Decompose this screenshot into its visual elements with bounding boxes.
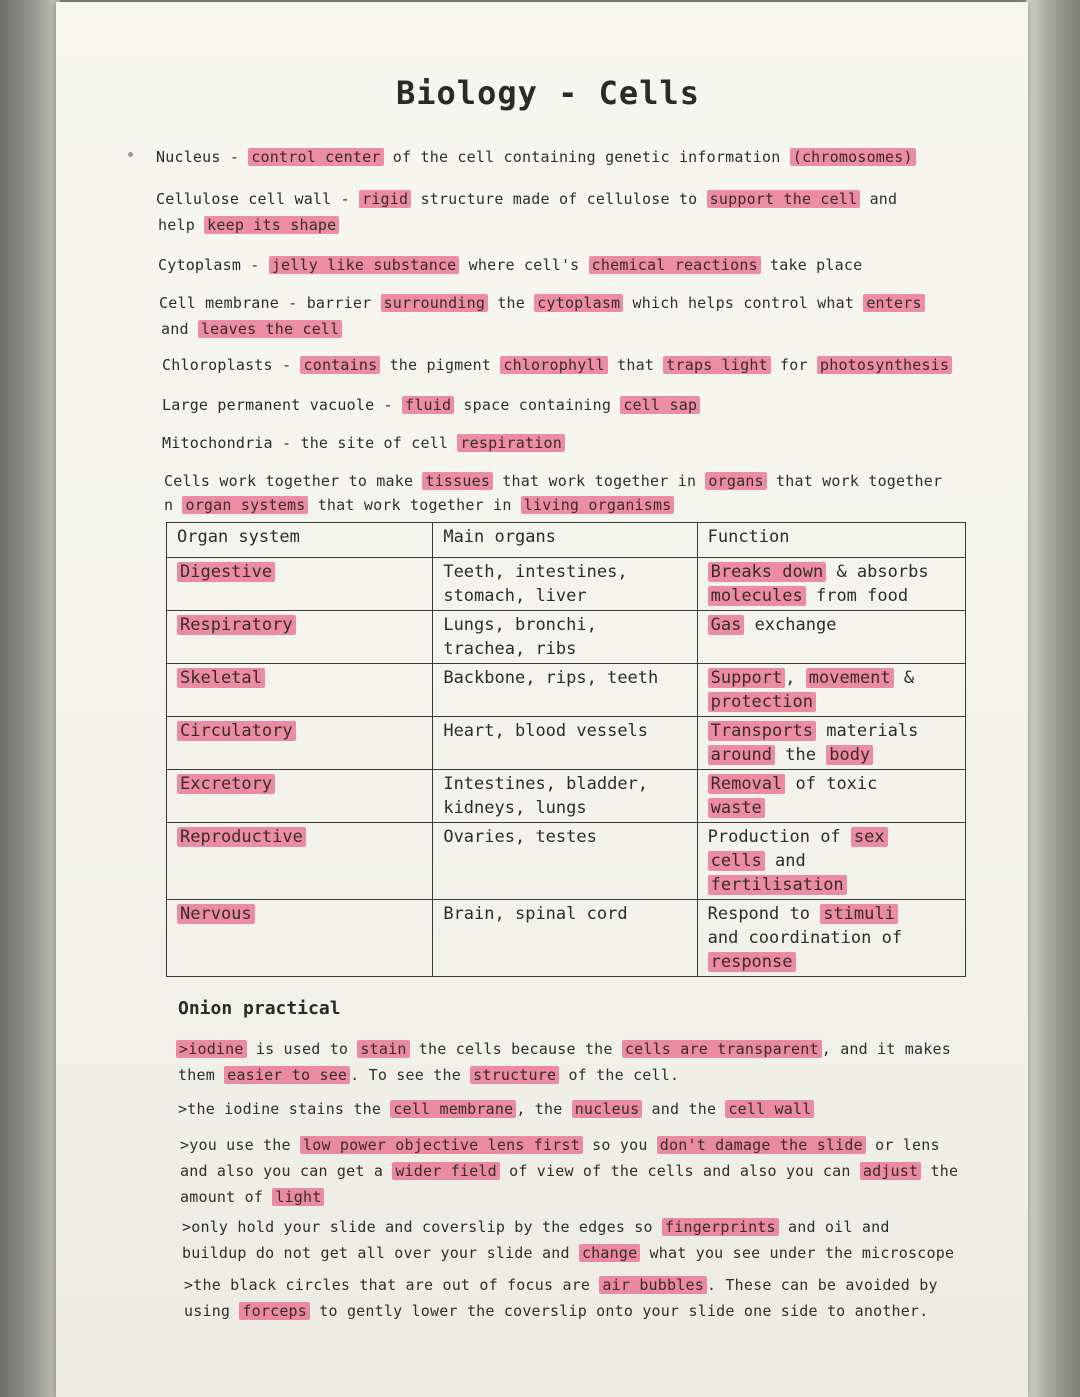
text-segment: take place [760,256,863,274]
text-segment: where cell's [459,256,589,274]
text-segment: , the [516,1100,572,1118]
term-text: Chloroplasts [162,356,273,374]
highlighted-text: tissues [422,472,493,490]
definition-line [156,144,916,170]
highlighted-text: don't damage the slide [657,1136,866,1154]
highlighted-text: change [579,1244,640,1262]
term-text: Mitochondria [162,434,273,452]
function-cell [697,770,965,823]
header-organ-system: Organ system [167,523,433,558]
highlighted-text: Gas [708,615,745,635]
text-segment: the cells because the [409,1040,622,1058]
function-cell [697,611,965,664]
organ-system-name: Excretory [177,774,275,794]
organs-line: Brain, spinal cord [443,904,628,924]
highlighted-text: structure [470,1066,559,1084]
highlighted-text: fluid [402,396,454,414]
organs-line: Teeth, intestines, [443,562,628,582]
text-segment: and [161,320,198,338]
onion-line [176,1036,951,1062]
text-segment: for [770,356,817,374]
highlighted-text: cell membrane [390,1100,516,1118]
header-function: Function [697,523,965,558]
table-row [167,823,966,900]
term-text: Large permanent vacuole [162,396,375,414]
organ-system-cell [167,717,433,770]
highlighted-text: low power objective lens first [300,1136,583,1154]
main-organs-cell [433,770,697,823]
text-segment: help [158,216,205,234]
text-segment: using [184,1302,240,1320]
text-segment: the pigment [380,356,501,374]
text-segment: Respond to [707,904,821,924]
highlighted-text: stimuli [820,904,898,924]
text-segment: to gently lower the coverslip onto your slide one side to another. [310,1302,929,1320]
term-text: Nucleus [156,148,221,166]
function-cell [697,558,965,611]
highlighted-text: sex [851,827,888,847]
table-row [167,717,966,770]
definition-line [156,186,897,212]
text-segment: and [764,851,806,871]
highlighted-text: support the cell [707,190,861,208]
text-segment: - [331,190,360,208]
term-text: Cell membrane [159,294,279,312]
main-organs-cell [433,664,697,717]
definition-line [164,492,674,518]
text-segment: Cells work together to make [164,472,423,490]
organ-system-cell [167,823,433,900]
highlighted-text: cell sap [620,396,700,414]
text-segment: & [893,668,915,688]
organ-system-cell [167,558,433,611]
text-segment: what you see under the microscope [640,1244,955,1262]
text-segment: - barrier [279,294,381,312]
table-header-row [167,523,966,558]
highlighted-text: cells are transparent [622,1040,822,1058]
main-organs-cell [433,558,697,611]
definition-line [164,468,942,494]
highlighted-text: stain [357,1040,409,1058]
text-segment: >the iodine stains the [178,1100,391,1118]
highlighted-text: protection [708,692,816,712]
highlighted-text: Transports [708,721,816,741]
header-main-organs: Main organs [433,523,697,558]
binder-shadow-left [0,0,60,1397]
highlighted-text: control center [248,148,383,166]
text-segment: space containing [454,396,621,414]
definition-line [162,352,952,378]
definition-line [161,316,342,342]
highlighted-text: chemical reactions [589,256,761,274]
highlighted-text: contains [300,356,380,374]
onion-line [178,1096,814,1122]
main-organs-cell [433,717,697,770]
text-segment: so you [582,1136,657,1154]
text-segment: - the site of cell [272,434,458,452]
onion-practical-heading: Onion practical [178,998,341,1019]
organ-system-name: Circulatory [177,721,296,741]
text-segment: , and it makes [821,1040,951,1058]
main-organs-cell [433,611,697,664]
table-row [167,664,966,717]
highlighted-text: wider field [392,1162,500,1180]
function-line [708,772,955,796]
text-segment: exchange [744,615,837,635]
text-segment: Production of [707,827,851,847]
highlighted-text: easier to see [224,1066,350,1084]
main-organs-cell [433,823,697,900]
highlighted-text: adjust [860,1162,921,1180]
function-cell [697,900,965,977]
text-segment: of view of the cells and also you can [499,1162,860,1180]
onion-line [180,1158,958,1184]
highlighted-text: around [708,745,775,765]
highlighted-text: Breaks down [708,562,827,582]
highlighted-text: >iodine [176,1040,247,1058]
text-segment: the [488,294,535,312]
highlighted-text: enters [863,294,924,312]
text-segment: is used to [246,1040,358,1058]
text-segment: that work together in [308,496,521,514]
highlighted-text: jelly like substance [269,256,460,274]
highlighted-text: chlorophyll [500,356,608,374]
text-segment: and coordination of [707,928,903,948]
text-segment: . To see the [350,1066,471,1084]
function-line [708,584,955,608]
highlighted-text: fertilisation [708,875,847,895]
note-page [56,2,1028,1397]
table-row [167,558,966,611]
organs-line: Ovaries, testes [443,827,597,847]
text-segment: - [220,148,249,166]
definition-line [162,392,700,418]
text-segment: of toxic [785,774,878,794]
text-segment: that work together in [493,472,706,490]
organ-system-name: Reproductive [177,827,306,847]
organs-line: stomach, liver [443,586,587,606]
highlighted-text: photosynthesis [817,356,952,374]
organ-system-cell [167,900,433,977]
text-segment: and oil and [778,1218,890,1236]
highlighted-text: molecules [708,586,806,606]
organ-system-name: Respiratory [177,615,296,635]
highlighted-text: fingerprints [662,1218,779,1236]
table-row [167,611,966,664]
organ-system-table [166,522,966,977]
term-text: Cytoplasm [158,256,242,274]
function-line [708,926,955,950]
highlighted-text: nucleus [572,1100,643,1118]
onion-line [184,1272,938,1298]
margin-dot [128,152,133,157]
highlighted-text: cell wall [725,1100,814,1118]
function-line [708,849,955,873]
function-cell [697,664,965,717]
function-line [708,666,955,690]
text-segment: >you use the [180,1136,300,1154]
highlighted-text: cells [708,851,765,871]
definition-line [158,252,862,278]
organ-system-cell [167,611,433,664]
text-segment: amount of [180,1188,273,1206]
text-segment: buildup do not get all over your slide and [182,1244,579,1262]
text-segment: . These can be avoided by [706,1276,938,1294]
function-line [708,743,955,767]
organ-system-name: Digestive [177,562,275,582]
text-segment: or lens [865,1136,940,1154]
function-cell [697,717,965,770]
highlighted-text: waste [708,798,765,818]
highlighted-text: Removal [708,774,786,794]
binder-shadow-right [1026,0,1080,1397]
onion-line [178,1062,679,1088]
organ-system-cell [167,770,433,823]
table-row [167,770,966,823]
text-segment: >the black circles that are out of focus are [184,1276,600,1294]
text-segment: and also you can get a [180,1162,393,1180]
text-segment: that [607,356,664,374]
table-row [167,900,966,977]
highlighted-text: Support [708,668,786,688]
function-line [708,796,955,820]
highlighted-text: light [272,1188,324,1206]
text-segment: the [775,745,827,765]
onion-line [184,1298,928,1324]
text-segment: them [178,1066,225,1084]
highlighted-text: keep its shape [204,216,339,234]
function-line [708,825,955,849]
definition-line [158,212,339,238]
function-line [708,690,955,714]
function-line [708,873,955,897]
highlighted-text: leaves the cell [198,320,342,338]
onion-line [182,1240,954,1266]
organs-line: kidneys, lungs [443,798,587,818]
function-line [708,719,955,743]
highlighted-text: (chromosomes) [790,148,916,166]
highlighted-text: organs [705,472,766,490]
highlighted-text: living organisms [521,496,675,514]
highlighted-text: respiration [457,434,565,452]
table-body [167,558,966,977]
text-segment: from food [805,586,909,606]
text-segment: of the cell containing genetic information [383,148,790,166]
text-segment: materials [815,721,919,741]
definition-line [162,430,565,456]
text-segment: of the cell. [559,1066,680,1084]
highlighted-text: forceps [239,1302,310,1320]
text-segment: - [374,396,403,414]
text-segment: and the [642,1100,726,1118]
highlighted-text: movement [806,668,894,688]
function-line [708,560,955,584]
highlighted-text: traps light [663,356,771,374]
text-segment: that work together [766,472,943,490]
highlighted-text: body [826,745,873,765]
highlighted-text: rigid [359,190,411,208]
organs-line: trachea, ribs [443,639,577,659]
text-segment: structure made of cellulose to [411,190,707,208]
text-segment: - [241,256,269,274]
organ-system-name: Nervous [177,904,255,924]
onion-line [182,1214,890,1240]
function-line [708,950,955,974]
text-segment: & absorbs [826,562,929,582]
highlighted-text: cytoplasm [534,294,623,312]
function-line [708,613,955,637]
main-organs-cell [433,900,697,977]
text-segment: , [785,668,806,688]
page-title: Biology - Cells [396,74,700,112]
organs-line: Lungs, bronchi, [443,615,597,635]
organs-line: Heart, blood vessels [443,721,649,741]
highlighted-text: surrounding [381,294,489,312]
highlighted-text: air bubbles [599,1276,707,1294]
function-line [708,902,955,926]
organs-line: Backbone, rips, teeth [443,668,659,688]
function-cell [697,823,965,900]
organ-system-name: Skeletal [177,668,265,688]
definition-line [159,290,925,316]
text-segment: n [164,496,183,514]
onion-line [180,1132,940,1158]
onion-line [180,1184,324,1210]
text-segment: the [921,1162,959,1180]
highlighted-text: response [708,952,796,972]
text-segment: >only hold your slide and coverslip by the edges so [182,1218,662,1236]
text-segment: - [272,356,301,374]
highlighted-text: organ systems [182,496,308,514]
text-segment: which helps control what [623,294,864,312]
term-text: Cellulose cell wall [156,190,332,208]
organ-system-cell [167,664,433,717]
organs-line: Intestines, bladder, [443,774,649,794]
text-segment: and [860,190,898,208]
